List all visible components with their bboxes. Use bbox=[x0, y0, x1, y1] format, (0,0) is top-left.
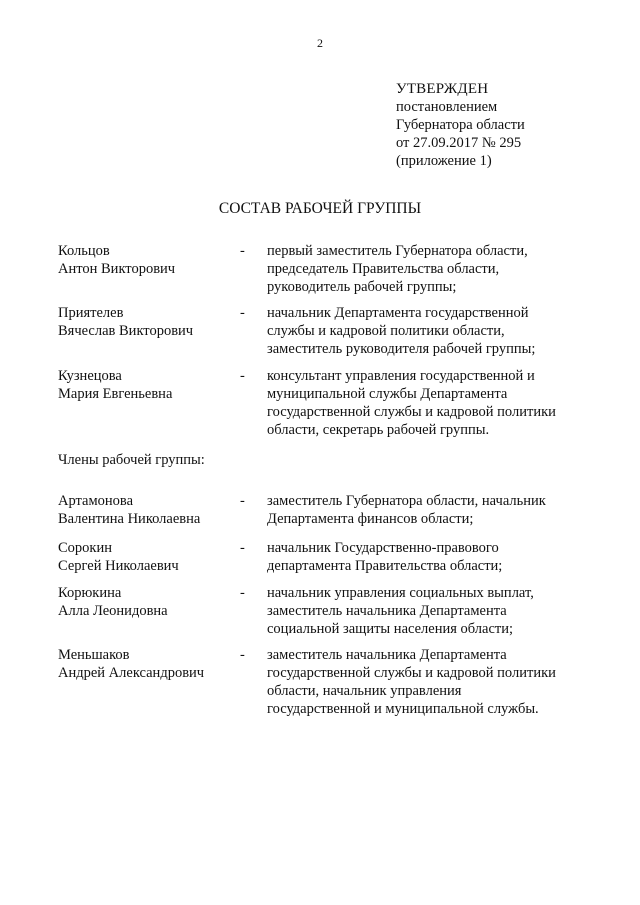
approval-stamp bbox=[396, 80, 525, 170]
role-line: социальной защиты населения области; bbox=[267, 621, 514, 637]
member-name bbox=[58, 304, 238, 340]
role-line: начальник Департамента государственной bbox=[267, 305, 529, 321]
member-role bbox=[267, 304, 597, 358]
role-line: службы и кадровой политики области, bbox=[267, 323, 505, 339]
member-surname: Кольцов bbox=[58, 243, 110, 259]
approval-line: постановлением bbox=[396, 99, 498, 115]
approval-line: Губернатора области bbox=[396, 117, 525, 133]
dash-separator: - bbox=[240, 540, 245, 556]
role-line: заместитель начальника Департамента bbox=[267, 647, 507, 663]
member-given-name: Сергей Николаевич bbox=[58, 558, 179, 574]
member-role bbox=[267, 492, 597, 528]
role-line: руководитель рабочей группы; bbox=[267, 279, 457, 295]
member-surname: Корюкина bbox=[58, 585, 122, 601]
role-line: государственной службы и кадровой политики bbox=[267, 404, 556, 420]
member-role bbox=[267, 539, 597, 575]
member-name bbox=[58, 539, 238, 575]
role-line: консультант управления государственной и bbox=[267, 368, 535, 384]
page-number: 2 bbox=[317, 36, 323, 50]
approval-line: от 27.09.2017 № 295 bbox=[396, 135, 522, 151]
approval-line: (приложение 1) bbox=[396, 153, 492, 169]
member-given-name: Вячеслав Викторович bbox=[58, 323, 194, 339]
role-line: государственной службы и кадровой политики bbox=[267, 665, 556, 681]
dash-separator: - bbox=[240, 368, 245, 384]
member-surname: Кузнецова bbox=[58, 368, 122, 384]
dash-separator: - bbox=[240, 493, 245, 509]
member-surname: Приятелев bbox=[58, 305, 124, 321]
member-name bbox=[58, 242, 238, 278]
role-line: заместитель Губернатора области, начальник bbox=[267, 493, 546, 509]
members-label: Члены рабочей группы: bbox=[58, 452, 205, 468]
role-line: председатель Правительства области, bbox=[267, 261, 500, 277]
role-line: области, начальник управления bbox=[267, 683, 462, 699]
role-line: начальник Государственно-правового bbox=[267, 540, 499, 556]
approval-heading: УТВЕРЖДЕН bbox=[396, 81, 489, 97]
dash-separator: - bbox=[240, 647, 245, 663]
member-given-name: Антон Викторович bbox=[58, 261, 176, 277]
member-role bbox=[267, 242, 597, 296]
dash-separator: - bbox=[240, 243, 245, 259]
dash-separator: - bbox=[240, 585, 245, 601]
member-name bbox=[58, 492, 238, 528]
member-given-name: Валентина Николаевна bbox=[58, 511, 201, 527]
document-title: СОСТАВ РАБОЧЕЙ ГРУППЫ bbox=[218, 200, 422, 217]
member-given-name: Алла Леонидовна bbox=[58, 603, 168, 619]
member-surname: Сорокин bbox=[58, 540, 112, 556]
member-surname: Меньшаков bbox=[58, 647, 130, 663]
role-line: муниципальной службы Департамента bbox=[267, 386, 508, 402]
member-name bbox=[58, 367, 238, 403]
role-line: департамента Правительства области; bbox=[267, 558, 503, 574]
role-line: первый заместитель Губернатора области, bbox=[267, 243, 528, 259]
role-line: заместитель руководителя рабочей группы; bbox=[267, 341, 536, 357]
role-line: области, секретарь рабочей группы. bbox=[267, 422, 490, 438]
dash-separator: - bbox=[240, 305, 245, 321]
member-given-name: Мария Евгеньевна bbox=[58, 386, 173, 402]
role-line: Департамента финансов области; bbox=[267, 511, 474, 527]
member-role bbox=[267, 367, 597, 439]
role-line: заместитель начальника Департамента bbox=[267, 603, 507, 619]
member-name bbox=[58, 646, 238, 682]
member-role bbox=[267, 584, 597, 638]
member-given-name: Андрей Александрович bbox=[58, 665, 205, 681]
member-surname: Артамонова bbox=[58, 493, 134, 509]
role-line: государственной и муниципальной службы. bbox=[267, 701, 539, 717]
member-name bbox=[58, 584, 238, 620]
role-line: начальник управления социальных выплат, bbox=[267, 585, 534, 601]
member-role bbox=[267, 646, 597, 718]
